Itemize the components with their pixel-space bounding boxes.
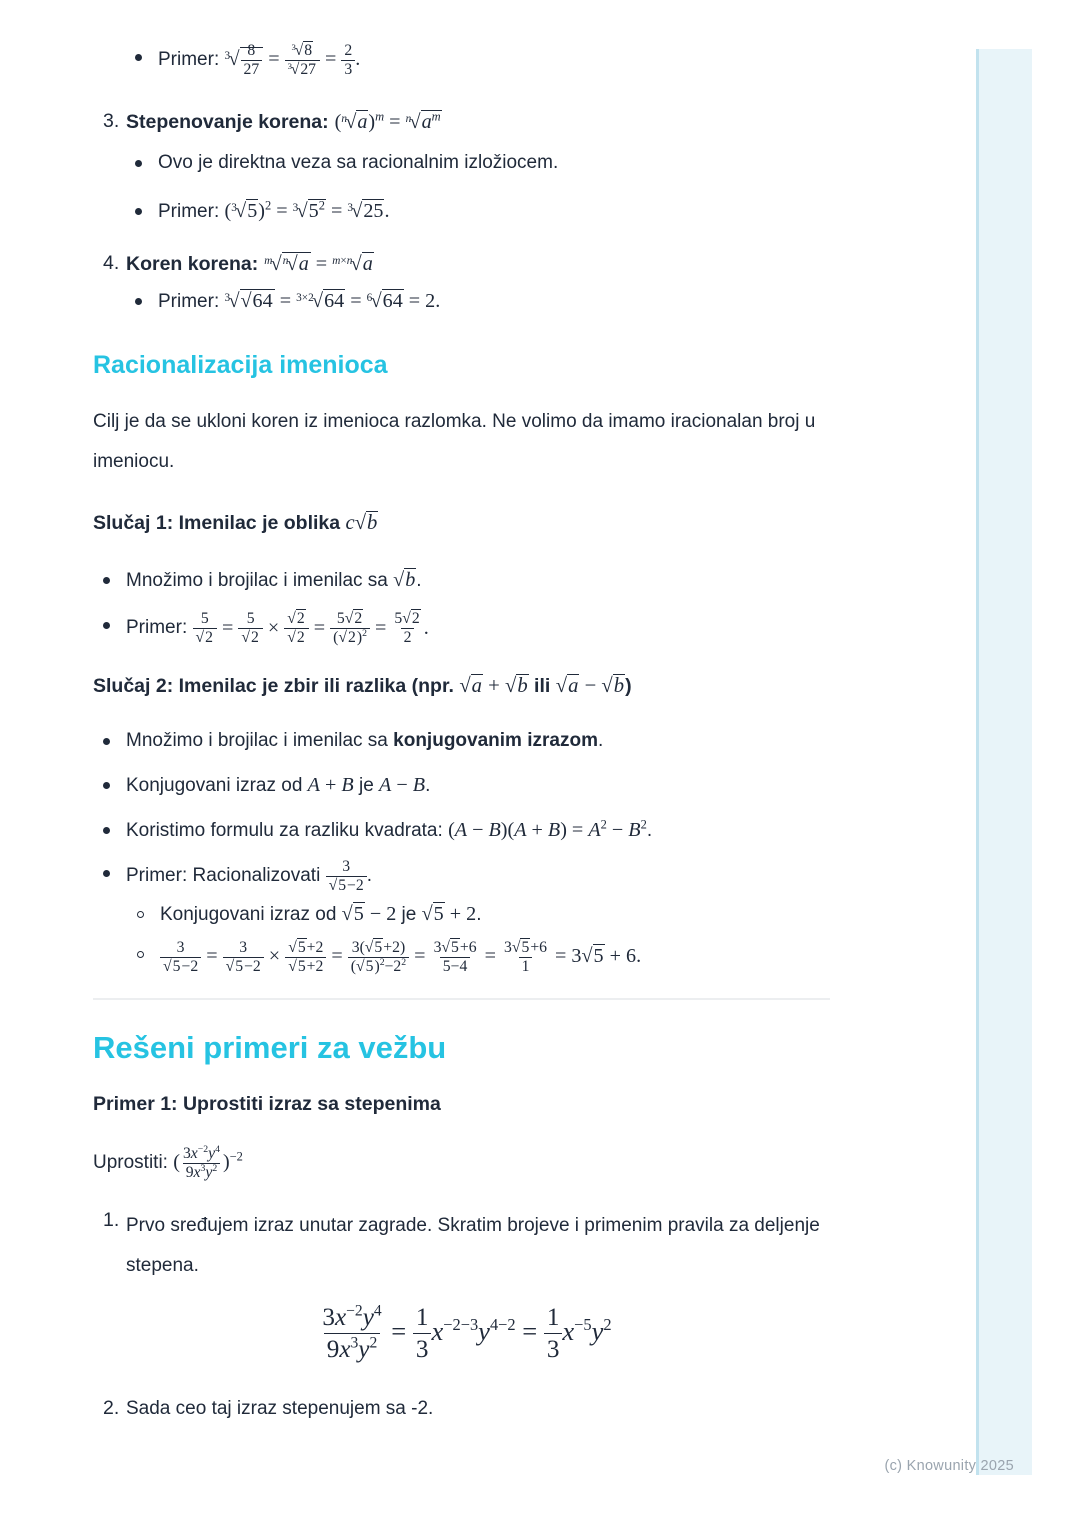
- item-number: 3.: [103, 110, 120, 133]
- list-item-text: Množimo i brojilac i imenilac sa konjugovanim izrazom.: [126, 730, 604, 752]
- section-heading-reseni-primeri: Rešeni primeri za vežbu: [93, 1029, 447, 1065]
- list-item-text: $\frac{3}{√5-2}$ = $\frac{3}{√5-2}$ × $\frac{√5+2}{√5+2}$ = $\frac{3(√5+2)}{(√5)^2-2^2}$ = $\frac{3√5+6}{5-4}$ = $\frac{3√5+6}{1}$ = 3√5 + 6.: [160, 939, 838, 976]
- sub-list-item: [93, 939, 838, 976]
- list-item: [93, 196, 838, 227]
- list-item-text: Primer: $\frac{5}{√2}$ = $\frac{5}{√2}$ × $\frac{√2}{√2}$ = $\frac{5√2}{(√2)^2}$ = $\frac{5√2}{2}$ .: [126, 610, 429, 647]
- bullet-icon: [103, 738, 110, 745]
- circle-bullet-icon: [137, 951, 144, 958]
- bullet-icon: [103, 577, 110, 584]
- bullet-icon: [103, 622, 110, 629]
- bullet-icon: [103, 782, 110, 789]
- section-heading-racionalizacija: Racionalizacija imenioca: [93, 351, 388, 380]
- list-item: [93, 565, 838, 596]
- sub-list-item: [93, 899, 838, 930]
- display-equation: $\frac{3x^{-2}y^4}{9x^3y^2}$ = $\frac{1}{3}$ $x^{-2-3}y^{4-2}$ = $\frac{1}{3}$ $x^{-5}y^2$: [93, 1302, 838, 1366]
- list-item: [93, 148, 838, 177]
- list-item-text: Ovo je direktna veza sa racionalnim izložiocem.: [158, 152, 559, 174]
- item-title: Koren korena:: [126, 252, 259, 275]
- copyright-watermark: (c) Knowunity 2025: [884, 1458, 1014, 1474]
- list-item-text: Koristimo formulu za razliku kvadrata: $(A - B)(A + B) = A^2 - B^2$.: [126, 817, 653, 842]
- list-item: [93, 286, 838, 317]
- numbered-item-stepenovanje: [93, 107, 838, 138]
- step-1: [93, 1206, 838, 1286]
- list-item-text: Primer: $^3$√√64 = $^{3\times 2}$√64 = $^6$√64 = 2.: [158, 290, 441, 313]
- page-edge-strip: [976, 49, 1032, 1475]
- bullet-icon: [135, 160, 142, 167]
- circle-bullet-icon: [137, 911, 144, 918]
- list-item-text: Konjugovani izraz od √5 − 2 je √5 + 2.: [160, 903, 482, 926]
- list-item: [93, 815, 838, 846]
- bullet-icon: [135, 54, 142, 61]
- item-rule-math: $^m$√$^n$√a = $^{m\times n}$√a: [264, 252, 373, 275]
- list-item: [93, 610, 838, 647]
- list-item: [93, 726, 838, 755]
- list-item: [93, 42, 838, 79]
- list-item-text: Primer: Racionalizovati $\frac{3}{√5-2}$ .: [126, 858, 373, 895]
- section-intro-paragraph: Cilj je da se ukloni koren iz imenioca razlomka. Ne volimo da imamo iracionalan broj u imeniocu.: [93, 411, 816, 473]
- bullet-icon: [103, 827, 110, 834]
- numbered-item-koren-korena: [93, 249, 838, 280]
- bullet-icon: [135, 208, 142, 215]
- list-item: [93, 858, 838, 895]
- item-rule-math: $(^n√a)^m = ^n√a^m$: [334, 109, 441, 134]
- bullet-icon: [135, 298, 142, 305]
- step-number: 2.: [103, 1396, 120, 1419]
- bullet-icon: [103, 870, 110, 877]
- item-title: Stepenovanje korena:: [126, 111, 329, 134]
- list-item-text: Konjugovani izraz od A + B je A − B.: [126, 773, 431, 796]
- task-text: Uprostiti: ( $\frac{3x^{-2}y^4}{9x^3y^2}$ )$^{-2}$: [93, 1144, 243, 1181]
- case1-heading: Slučaj 1: Imenilac je oblika c√b: [93, 512, 378, 535]
- item-number: 4.: [103, 251, 120, 274]
- step-text: Prvo sređujem izraz unutar zagrade. Skratim brojeve i primenim pravila za deljenje stepena.: [126, 1215, 820, 1276]
- example1-task: [93, 1145, 838, 1182]
- list-item: [93, 770, 838, 801]
- step-2: [93, 1394, 838, 1423]
- section-divider: [93, 998, 830, 1000]
- list-item-text: Primer: $(^3√5)^2 = ^3√5^2 = ^3√25$.: [158, 198, 390, 222]
- list-item-text: Množimo i brojilac i imenilac sa √b.: [126, 569, 422, 592]
- step-text: Sada ceo taj izraz stepenujem sa -2.: [126, 1397, 434, 1419]
- list-item-text: Primer: $^3$√ $\frac{8}{27}$ = $\frac{^3√8}{^3√27}$ = $\frac{2}{3}$ .: [158, 42, 361, 79]
- case2-heading: Slučaj 2: Imenilac je zbir ili razlika (npr. √a + √b ili √a − √b): [93, 675, 632, 698]
- step-number: 1.: [103, 1209, 120, 1231]
- example1-title: Primer 1: Uprostiti izraz sa stepenima: [93, 1092, 441, 1115]
